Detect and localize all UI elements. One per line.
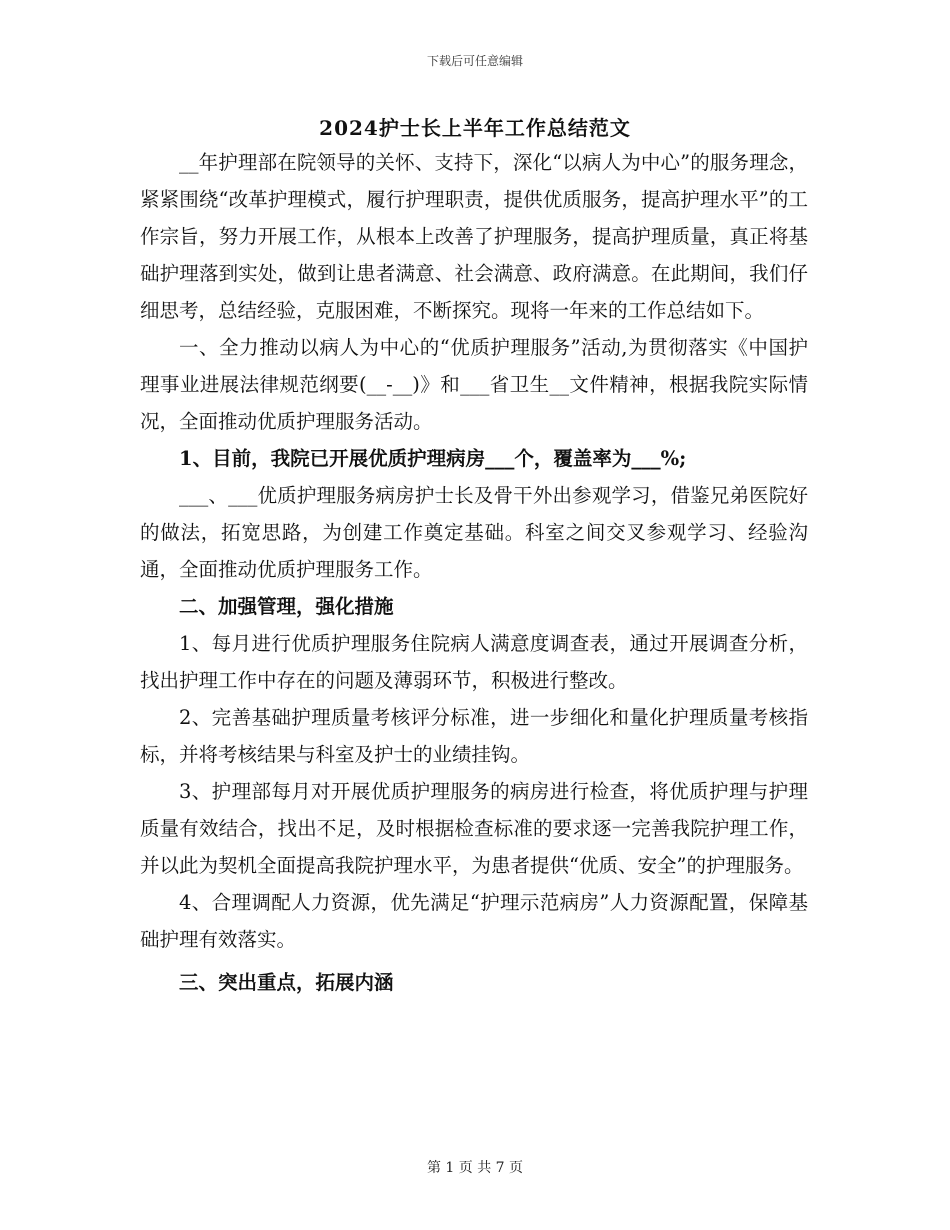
paragraph-study: ___、___优质护理服务病房护士长及骨干外出参观学习，借鉴兄弟医院好的做法，拓宽思路，为创建工作奠定基础。科室之间交叉参观学习、经验沟通，全面推动优质护理服务工作。 <box>140 484 808 581</box>
heading-section-2: 二、加强管理，强化措施 <box>179 595 394 618</box>
paragraph-item-1-bold: 1、目前，我院已开展优质护理病房___个，覆盖率为___%; <box>179 447 687 470</box>
document-title: 2024护士长上半年工作总结范文 <box>319 116 631 140</box>
paragraph-item-2-2: 2、完善基础护理质量考核评分标准，进一步细化和量化护理质量考核指标，并将考核结果与科室及护士的业绩挂钩。 <box>140 706 808 766</box>
paragraph-intro: __年护理部在院领导的关怀、支持下，深化“以病人为中心”的服务理念，紧紧围绕“改革护理模式，履行护理职责，提供优质服务，提高护理水平”的工作宗旨，努力开展工作，从根本上改善了护理服务，提高护理质量，真正将基础护理落到实处，做到让患者满意、社会满意、政府满意。在此期间，我们仔细思考，总结经验，克服困难，不断探究。现将一年来的工作总结如下。 <box>140 151 808 322</box>
paragraph-section-1: 一、全力推动以病人为中心的“优质护理服务”活动,为贯彻落实《中国护理事业进展法律规范纲要(__-__)》和___省卫生__文件精神，根据我院实际情况，全面推动优质护理服务活动。 <box>140 336 808 433</box>
paragraph-item-2-4: 4、合理调配人力资源，优先满足“护理示范病房”人力资源配置，保障基础护理有效落实。 <box>140 891 808 951</box>
paragraph-item-2-3: 3、护理部每月对开展优质护理服务的病房进行检查，将优质护理与护理质量有效结合，找出不足，及时根据检查标准的要求逐一完善我院护理工作，并以此为契机全面提高我院护理水平，为患者提供“优质、安全”的护理服务。 <box>140 780 808 877</box>
page-header: 下载后可任意编辑 <box>426 54 523 68</box>
heading-section-3: 三、突出重点，拓展内涵 <box>179 971 394 994</box>
page-footer: 第 1 页 共 7 页 <box>426 1160 524 1176</box>
paragraph-item-2-1: 1、每月进行优质护理服务住院病人满意度调查表，通过开展调查分析，找出护理工作中存在的问题及薄弱环节，积极进行整改。 <box>140 632 808 692</box>
document-body <box>140 144 808 1001</box>
